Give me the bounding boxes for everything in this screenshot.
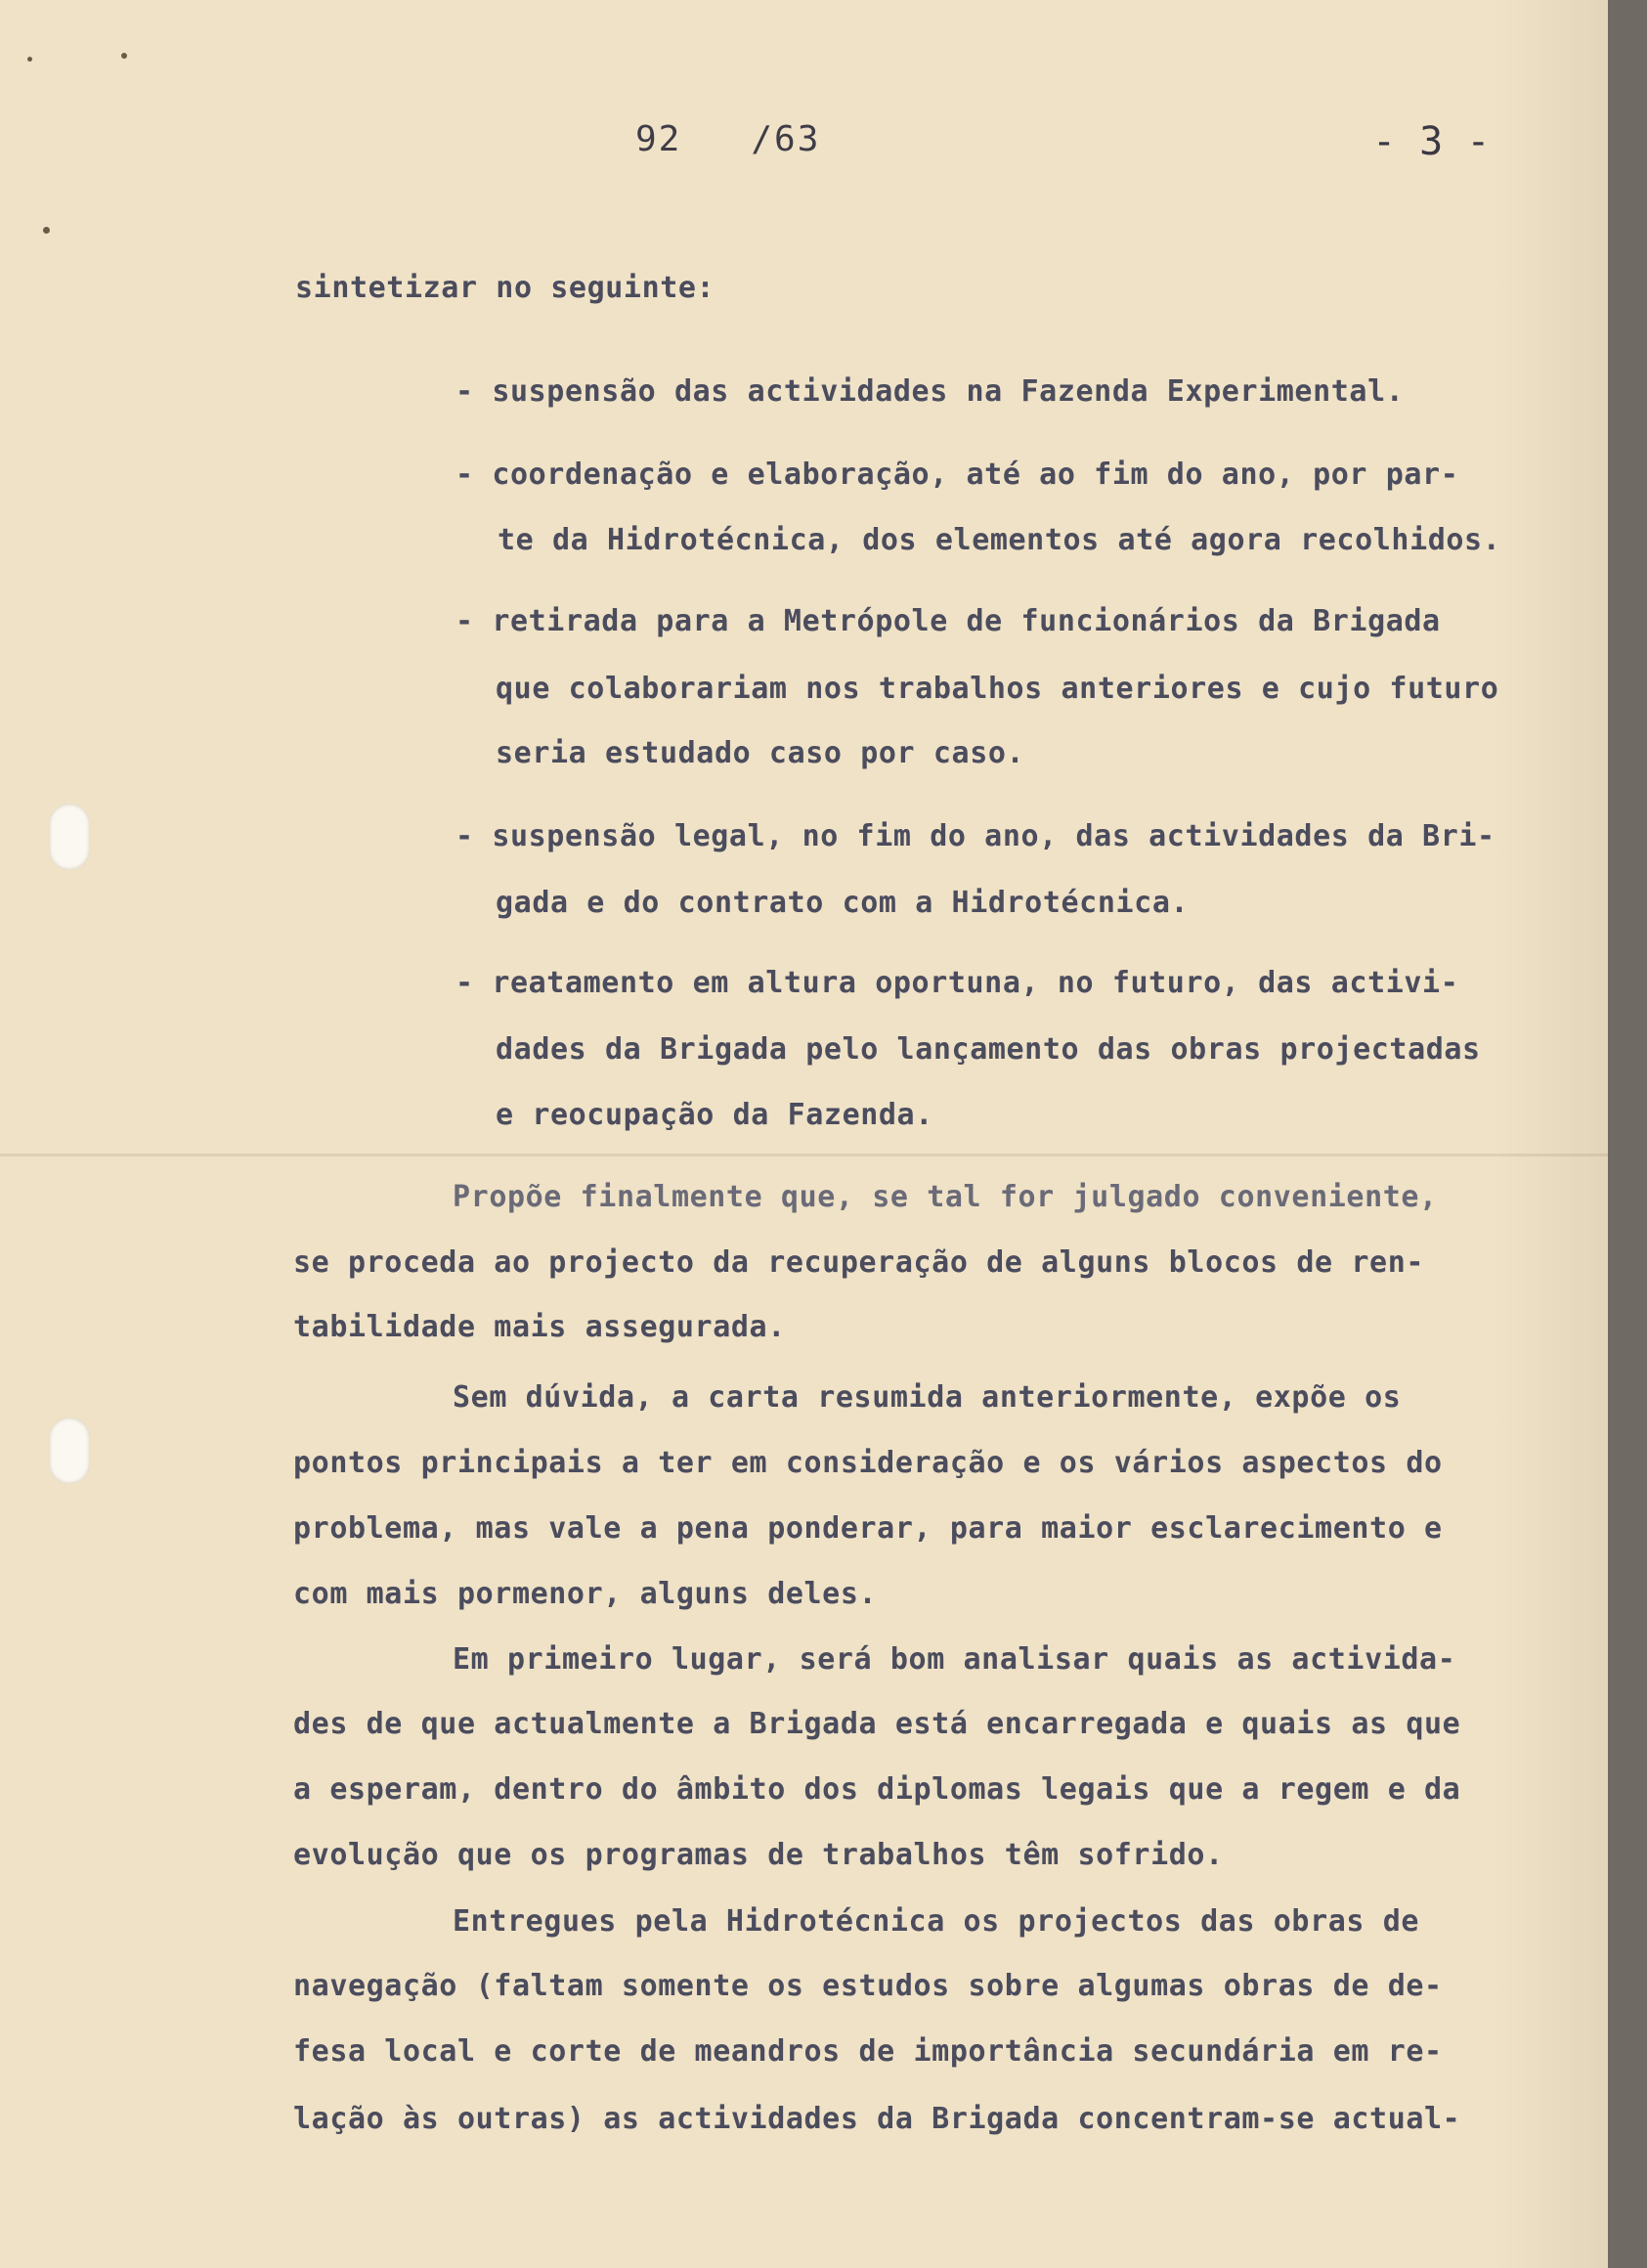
ink-speck: [43, 227, 50, 234]
list-item-line: seria estudado caso por caso.: [496, 736, 1025, 770]
list-item-line: - suspensão legal, no fim do ano, das actividades da Bri-: [455, 819, 1495, 853]
punch-hole-top: [49, 804, 90, 870]
paragraph-line: navegação (faltam somente os estudos sobre algumas obras de de-: [293, 1969, 1443, 2003]
list-item-line: gada e do contrato com a Hidrotécnica.: [496, 886, 1190, 920]
paragraph-line: com mais pormenor, alguns deles.: [293, 1577, 878, 1611]
list-item-line: - suspensão das actividades na Fazenda Experimental.: [455, 374, 1405, 409]
paragraph-line: Entregues pela Hidrotécnica os projectos das obras de: [453, 1904, 1420, 1939]
list-item-line: dades da Brigada pelo lançamento das obras projectadas: [496, 1032, 1481, 1067]
paragraph-line: evolução que os programas de trabalhos têm sofrido.: [293, 1838, 1224, 1872]
paragraph-line: Propõe finalmente que, se tal for julgado conveniente,: [453, 1180, 1438, 1214]
text-line: sintetizar no seguinte:: [295, 271, 715, 305]
ink-speck: [121, 53, 127, 59]
paragraph-line: Em primeiro lugar, será bom analisar quais as activida-: [453, 1642, 1456, 1677]
list-item-line: - coordenação e elaboração, até ao fim do ano, por par-: [455, 458, 1459, 492]
list-item-line: e reocupação da Fazenda.: [496, 1098, 933, 1132]
list-item-line: - retirada para a Metrópole de funcionários da Brigada: [455, 604, 1441, 638]
paragraph-line: des de que actualmente a Brigada está encarregada e quais as que: [293, 1707, 1461, 1741]
paper-fold: [0, 1154, 1608, 1156]
paragraph-line: se proceda ao projecto da recuperação de alguns blocos de ren-: [293, 1245, 1425, 1280]
paragraph-line: tabilidade mais assegurada.: [293, 1310, 786, 1344]
list-item-line: que colaborariam nos trabalhos anteriores e cujo futuro: [496, 672, 1499, 706]
paragraph-line: Sem dúvida, a carta resumida anteriormente, expõe os: [453, 1380, 1402, 1415]
ink-speck: [27, 57, 32, 62]
list-item-line: - reatamento em altura oportuna, no futuro, das activi-: [455, 966, 1459, 1000]
paragraph-line: lação às outras) as actividades da Brigada concentram-se actual-: [293, 2102, 1461, 2136]
punch-hole-bottom: [49, 1418, 90, 1484]
paragraph-line: a esperam, dentro do âmbito dos diplomas legais que a regem e da: [293, 1772, 1461, 1807]
list-item-line: te da Hidrotécnica, dos elementos até agora recolhidos.: [498, 523, 1501, 557]
page-number: - 3 -: [1372, 119, 1491, 164]
document-reference: 92 /63: [635, 119, 821, 159]
paragraph-line: pontos principais a ter em consideração e os vários aspectos do: [293, 1446, 1443, 1480]
paragraph-line: fesa local e corte de meandros de importância secundária em re-: [293, 2034, 1443, 2069]
paragraph-line: problema, mas vale a pena ponderar, para maior esclarecimento e: [293, 1511, 1443, 1546]
